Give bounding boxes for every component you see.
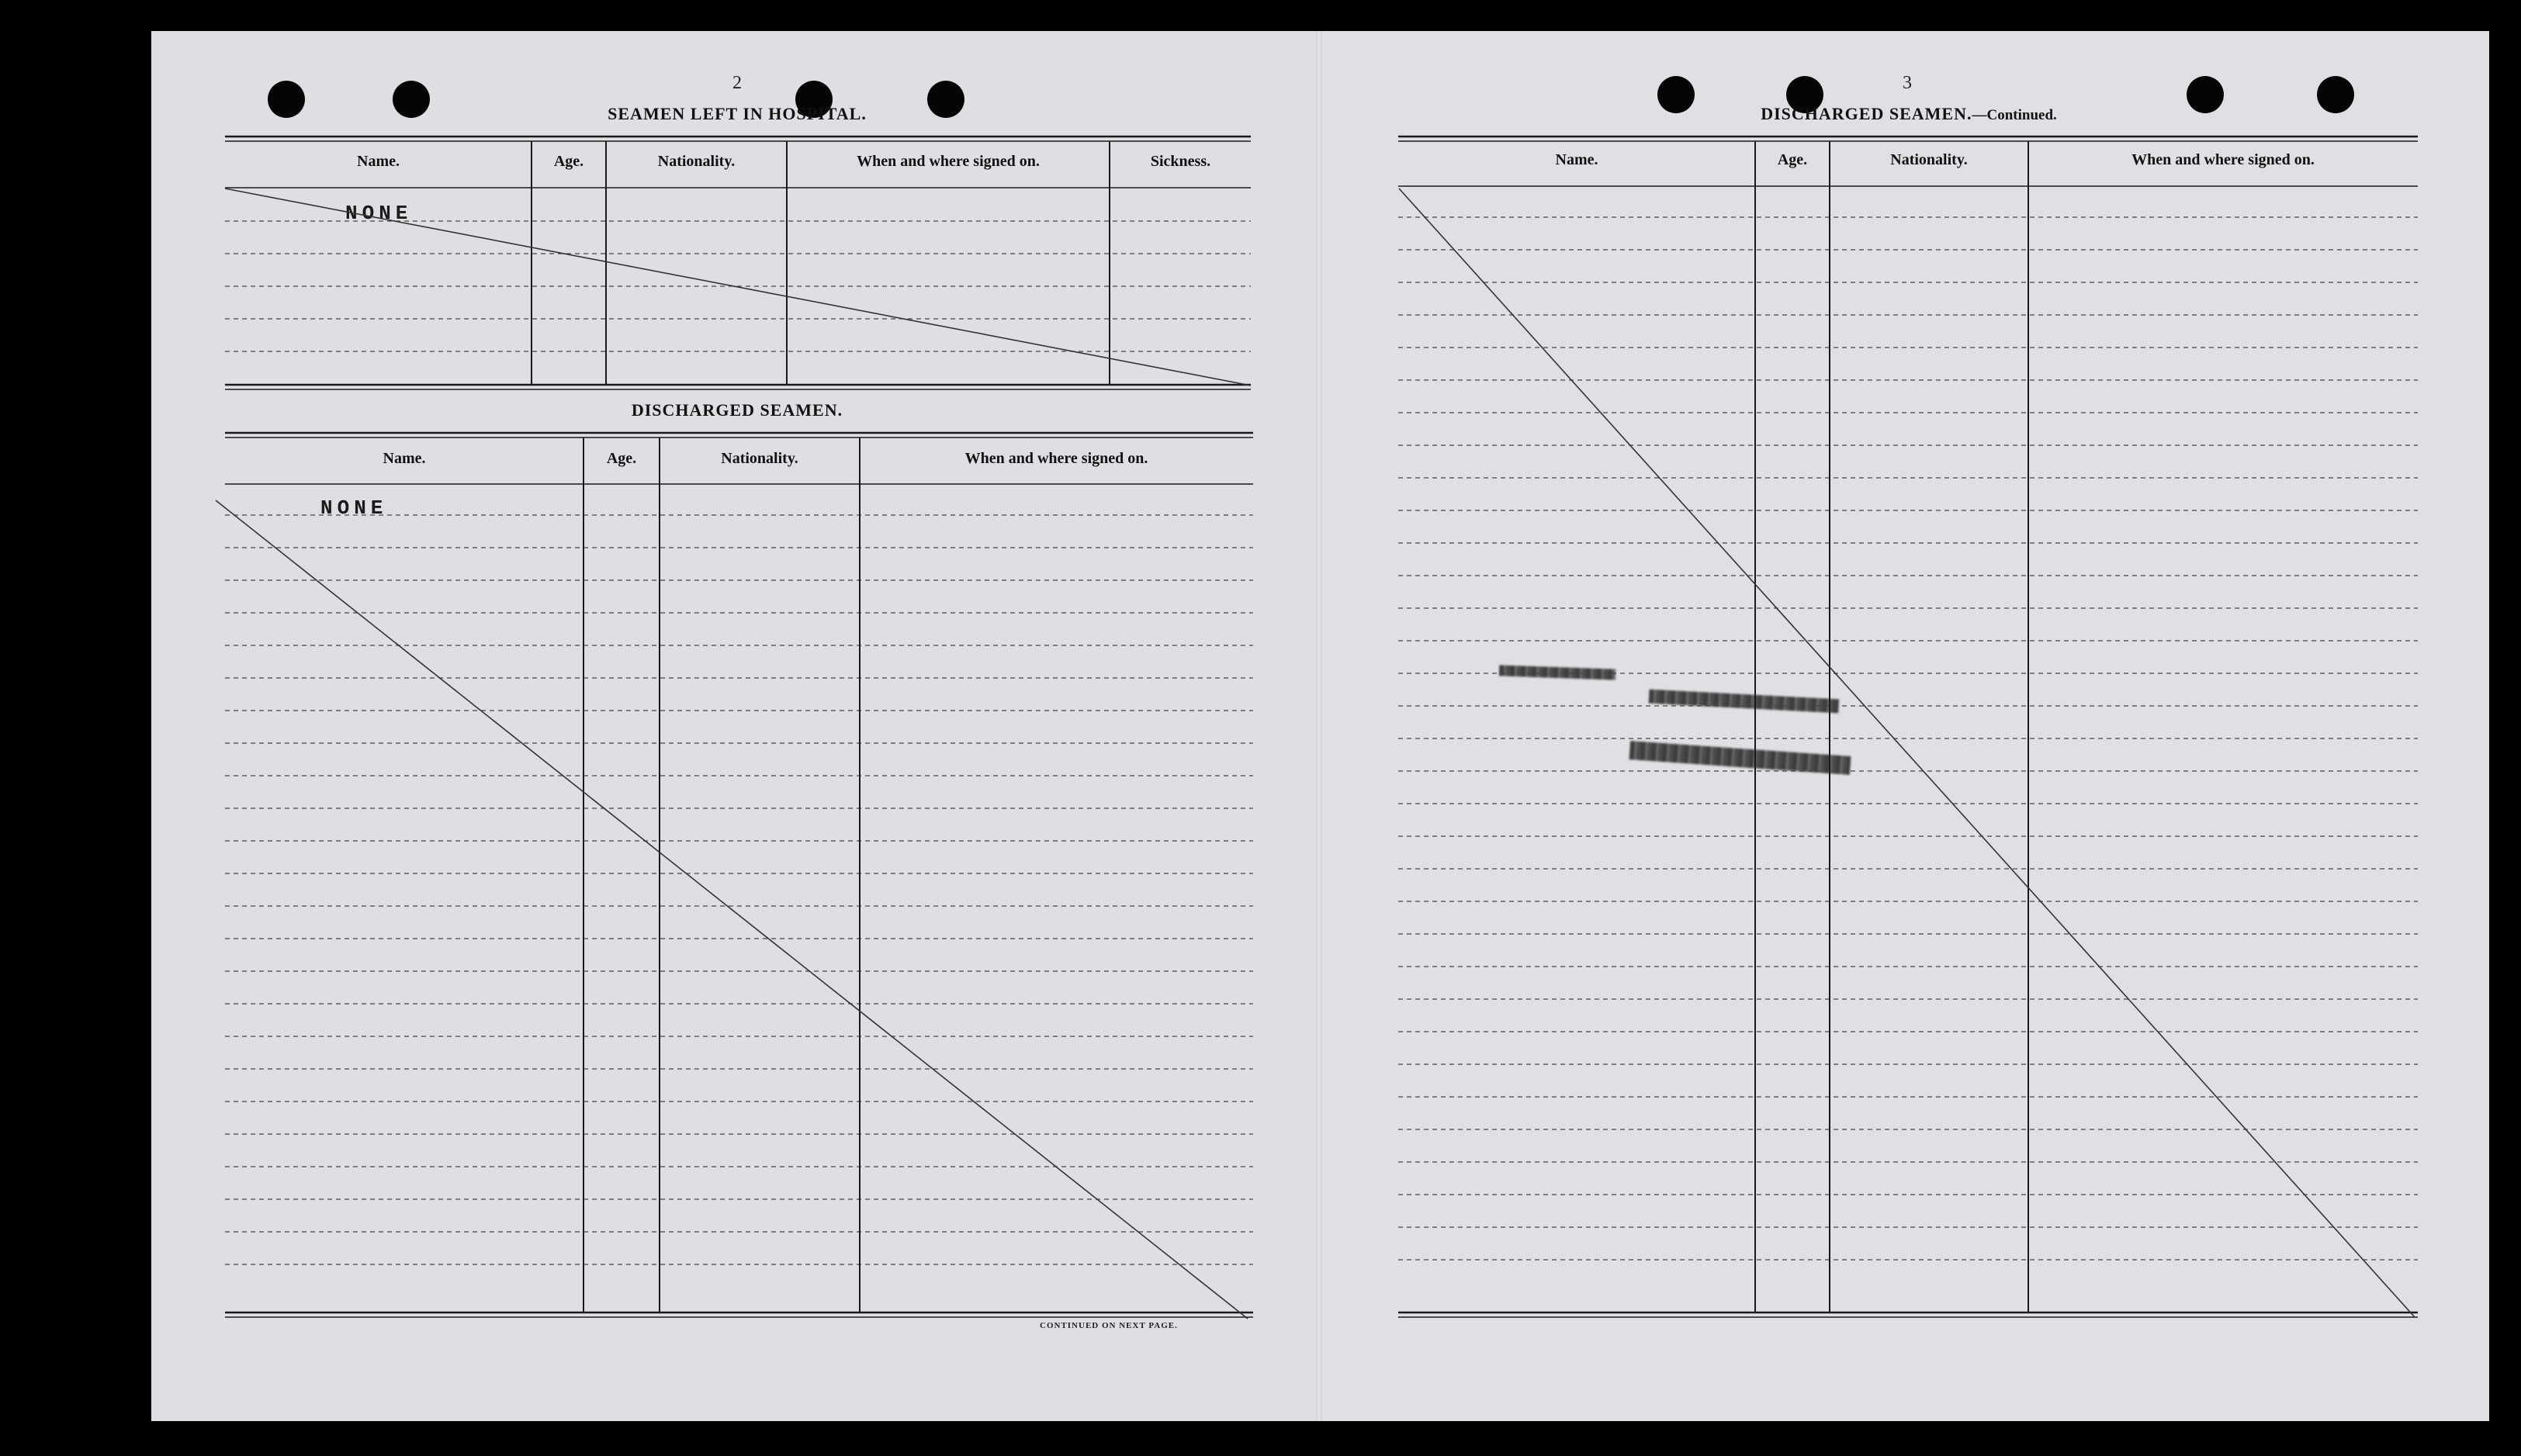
hospital-col-name: Name.: [357, 153, 400, 170]
hospital-cancel-line: [225, 188, 1251, 386]
left-page-number: 2: [732, 73, 742, 93]
discharged-section-title: DISCHARGED SEAMEN.: [631, 400, 843, 420]
hospital-col-signed-on: When and where signed on.: [857, 153, 1040, 170]
hospital-entry-none: NONE: [345, 202, 413, 225]
right-title-continued: —Continued.: [1972, 107, 2057, 123]
right-col-age: Age.: [1777, 151, 1808, 168]
hospital-col-sickness: Sickness.: [1150, 153, 1211, 170]
discharged-entry-none: NONE: [320, 496, 388, 520]
discharged-col-signed-on: When and where signed on.: [964, 450, 1148, 467]
discharged-col-age: Age.: [606, 450, 637, 467]
right-col-nationality: Nationality.: [1890, 151, 1968, 168]
right-col-signed-on: When and where signed on.: [2131, 151, 2315, 168]
right-cancel-line: [1399, 188, 2415, 1317]
hospital-col-age: Age.: [553, 153, 584, 170]
right-col-name: Name.: [1555, 151, 1598, 168]
hospital-section-title: SEAMEN LEFT IN HOSPITAL.: [608, 104, 867, 123]
discharged-col-name: Name.: [383, 450, 426, 467]
right-title-main: DISCHARGED SEAMEN.: [1761, 104, 1972, 123]
discharged-col-nationality: Nationality.: [721, 450, 798, 467]
hospital-col-nationality: Nationality.: [657, 153, 736, 170]
discharged-cancel-line: [216, 500, 1248, 1319]
continued-footer: CONTINUED ON NEXT PAGE.: [1040, 1321, 1178, 1330]
right-page-number: 3: [1903, 73, 1912, 93]
